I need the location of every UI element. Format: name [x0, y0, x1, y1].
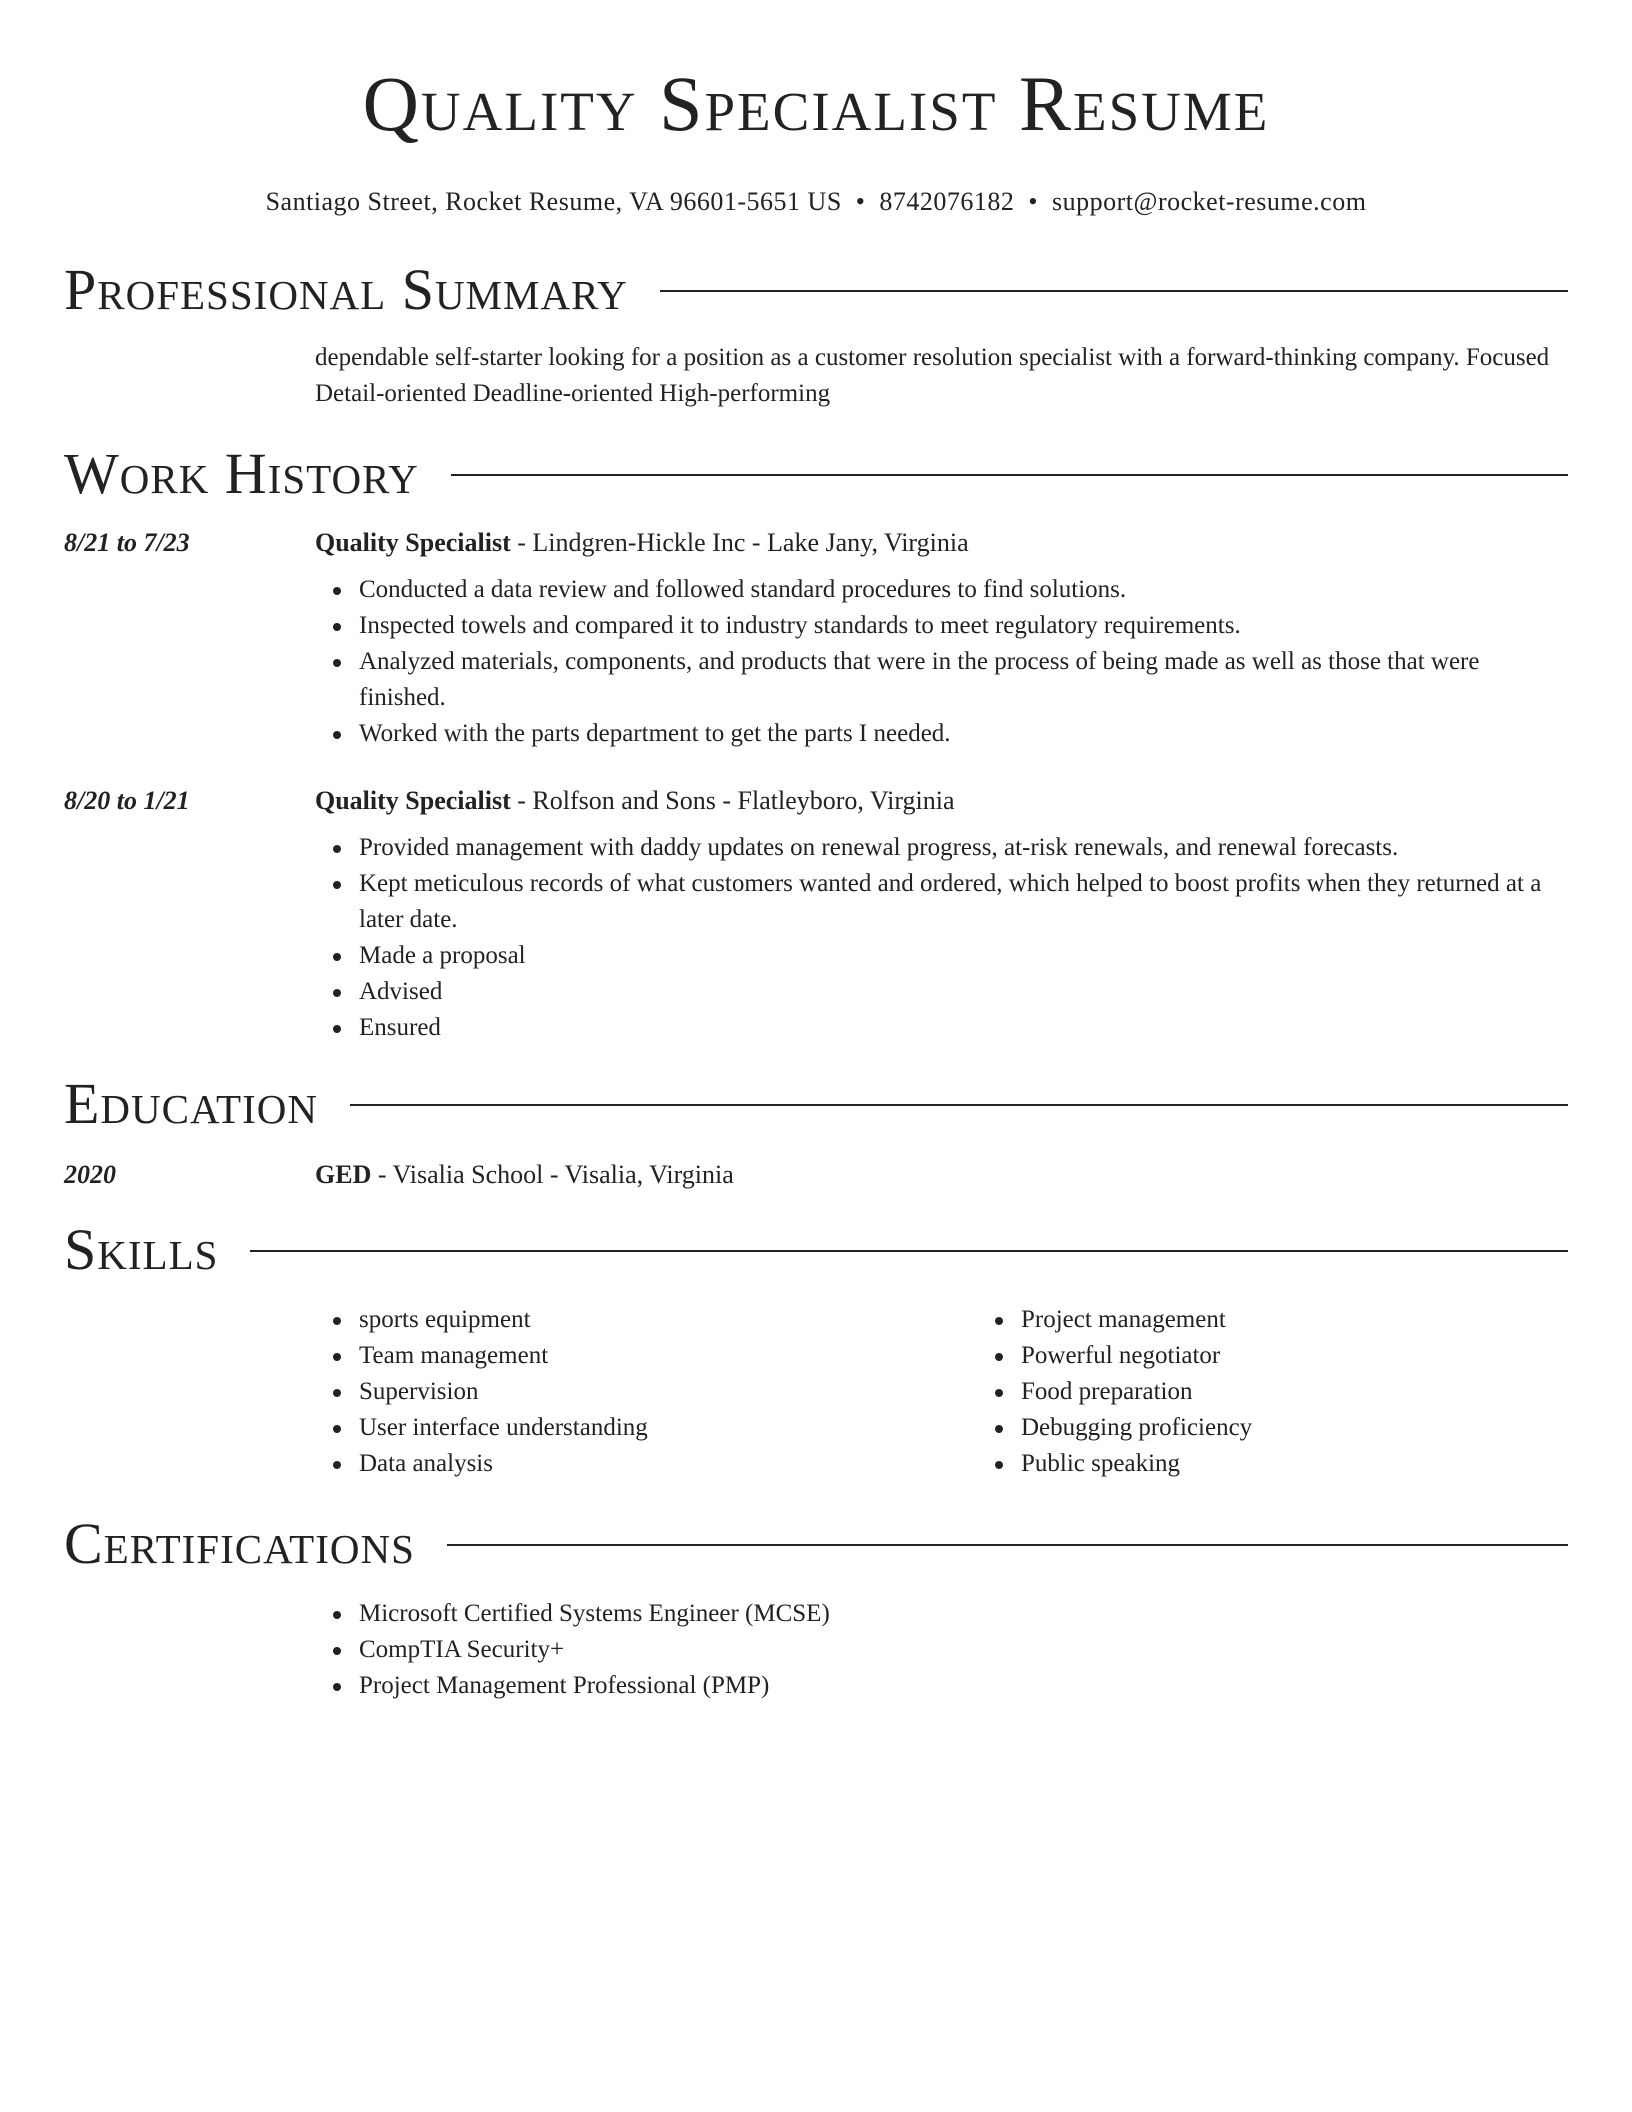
job-title: Quality Specialist — [315, 528, 511, 557]
list-item: Kept meticulous records of what customers wanted and ordered, which helped to boost profits when they returned at a later date. — [359, 866, 1568, 938]
section-divider — [350, 1104, 1568, 1106]
summary-text: dependable self-starter looking for a position as a customer resolution specialist with a forward-thinking company. Focused Detail-oriented Deadline-oriented High-performing — [315, 344, 1550, 407]
job-title: Quality Specialist — [315, 786, 511, 815]
section-title-skills: Skills — [64, 1217, 219, 1282]
job-company: - Rolfson and Sons - Flatleyboro, Virginia — [510, 786, 955, 815]
skill-item: Debugging proficiency — [1021, 1410, 1252, 1446]
skills-list-left — [315, 1302, 977, 1482]
job-body — [315, 526, 1568, 752]
skill-item: Project management — [1021, 1302, 1252, 1338]
job-body — [315, 784, 1568, 1046]
education-year: 2020 — [64, 1160, 116, 1189]
section-title-education: Education — [64, 1071, 318, 1136]
job-heading — [315, 784, 1568, 818]
section-header-certifications — [64, 1512, 1568, 1576]
certification-item: Microsoft Certified Systems Engineer (MCSE) — [359, 1596, 1568, 1632]
section-header-summary — [64, 258, 1568, 322]
skill-item: Food preparation — [1021, 1374, 1252, 1410]
section-divider — [451, 474, 1568, 476]
skills-columns — [315, 1302, 1568, 1482]
contact-address: Santiago Street, Rocket Resume, VA 96601-5651 US — [265, 187, 842, 216]
section-divider — [447, 1544, 1568, 1546]
job-entry — [64, 526, 1568, 752]
certification-item: CompTIA Security+ — [359, 1632, 1568, 1668]
job-bullets — [315, 830, 1568, 1046]
section-title-certifications: Certifications — [64, 1511, 415, 1576]
list-item: Inspected towels and compared it to industry standards to meet regulatory requirements. — [359, 608, 1568, 644]
skills-list-right — [977, 1302, 1252, 1482]
list-item: Made a proposal — [359, 938, 1568, 974]
job-entry — [64, 784, 1568, 1046]
education-entry — [64, 1158, 1568, 1192]
skill-item: Public speaking — [1021, 1446, 1252, 1482]
section-title-work: Work History — [64, 441, 419, 506]
list-item: Advised — [359, 974, 1568, 1010]
skill-item: sports equipment — [359, 1302, 977, 1338]
certifications-list — [315, 1596, 1568, 1704]
section-header-education — [64, 1072, 1568, 1136]
job-dates: 8/21 to 7/23 — [64, 528, 190, 557]
certification-item: Project Management Professional (PMP) — [359, 1668, 1568, 1704]
education-degree: GED — [315, 1160, 372, 1189]
job-bullets — [315, 572, 1568, 752]
section-divider — [250, 1250, 1568, 1252]
job-company: - Lindgren-Hickle Inc - Lake Jany, Virginia — [510, 528, 969, 557]
contact-line — [64, 186, 1568, 218]
section-title-summary: Professional Summary — [64, 257, 628, 322]
job-heading — [315, 526, 1568, 560]
certifications-row — [64, 1596, 1568, 1704]
summary-row — [64, 340, 1568, 412]
skill-item: Data analysis — [359, 1446, 977, 1482]
skills-row — [64, 1302, 1568, 1482]
list-item: Provided management with daddy updates on renewal progress, at-risk renewals, and renewal forecasts. — [359, 830, 1568, 866]
contact-separator: • — [855, 187, 866, 216]
skill-item: Supervision — [359, 1374, 977, 1410]
list-item: Worked with the parts department to get the parts I needed. — [359, 716, 1568, 752]
certifications-body — [315, 1596, 1568, 1704]
skill-item: Powerful negotiator — [1021, 1338, 1252, 1374]
skill-item: User interface understanding — [359, 1410, 977, 1446]
skill-item: Team management — [359, 1338, 977, 1374]
section-header-work — [64, 442, 1568, 506]
contact-separator: • — [1028, 187, 1039, 216]
job-dates: 8/20 to 1/21 — [64, 786, 190, 815]
contact-phone: 8742076182 — [879, 187, 1015, 216]
list-item: Conducted a data review and followed standard procedures to find solutions. — [359, 572, 1568, 608]
section-divider — [660, 290, 1568, 292]
list-item: Analyzed materials, components, and products that were in the process of being made as well as those that were finished. — [359, 644, 1568, 716]
resume-name: Quality Specialist Resume — [362, 60, 1270, 147]
section-header-skills — [64, 1218, 1568, 1282]
education-body — [315, 1158, 1568, 1192]
education-school: - Visalia School - Visalia, Virginia — [371, 1160, 734, 1189]
contact-email: support@rocket-resume.com — [1052, 187, 1367, 216]
list-item: Ensured — [359, 1010, 1568, 1046]
